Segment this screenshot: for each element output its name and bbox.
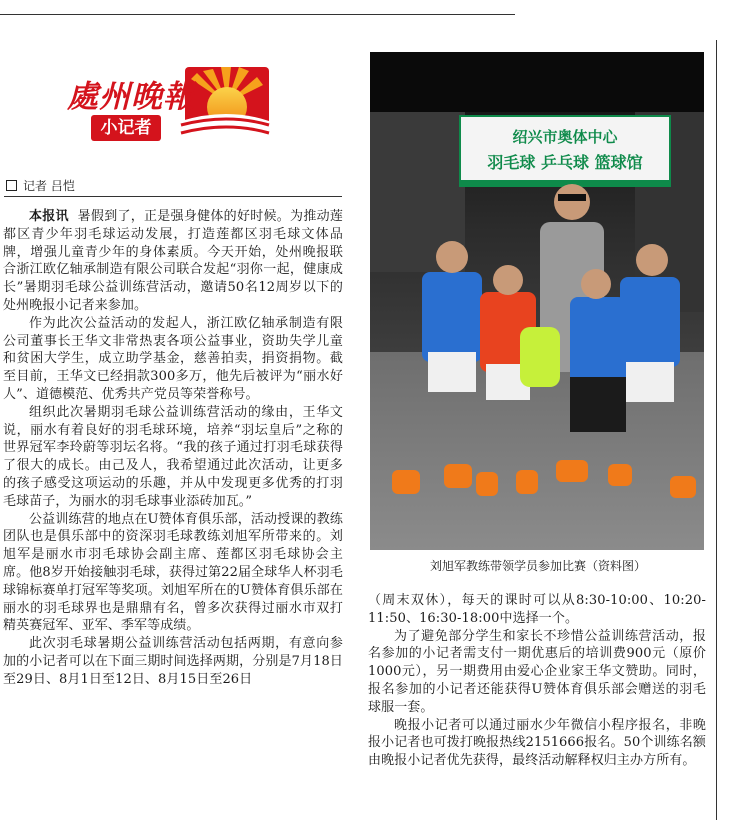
paragraph-5: 此次羽毛球暑期公益训练营活动包括两期，有意向参加的小记者可以在下面三期时间选择两期，分别是7月18日至29日、8月1日至12日、8月15日至26日	[3, 636, 343, 687]
byline	[4, 176, 342, 197]
sign-line-1: 绍兴市奥体中心	[512, 128, 618, 146]
logo-subtitle: 小记者	[91, 115, 161, 141]
column-rule	[716, 40, 717, 820]
photo-image-icon	[370, 52, 704, 550]
top-rule	[0, 14, 515, 15]
team-photo	[370, 52, 704, 550]
lead-tag: 本报讯	[29, 209, 69, 224]
article-right-column	[368, 592, 706, 770]
lead-paragraph	[3, 208, 343, 315]
paragraph-3: 组织此次暑期羽毛球公益训练营活动的缘由，王华文说，丽水有着良好的羽毛球环境，培养“羽坛皇后”之称的世界冠军李玲蔚等羽坛名将。“我的孩子通过打羽毛球获得了很大的成长。由己及人，我希望通过此次活动，让更多的孩子感受这项运动的乐趣，并从中发现更多优秀的打羽毛球苗子，为丽水的羽毛球事业添砖加瓦。”	[3, 404, 343, 509]
paragraph-5-continued: （周末双休），每天的课时可以从8:30-10:00、10:20-11:50、16:30-18:00中选择一个。	[368, 593, 706, 626]
byline-text: 记者 吕恺	[23, 179, 75, 193]
paragraph-2: 作为此次公益活动的发起人，浙江欧亿轴承制造有限公司董事长王华文非常热衷各项公益事业，资助失学儿童和贫困大学生，成立助学基金，慈善拍卖，捐资捐物。截至目前，王华文已经捐款300多万，他先后被评为“丽水好人”、道德模范、优秀共产党员等荣誉称号。	[3, 315, 343, 402]
newspaper-logo	[63, 63, 271, 147]
photo-caption: 刘旭军教练带领学员参加比赛（资料图）	[429, 559, 646, 573]
article-left-column	[3, 208, 343, 689]
logo-title: 處州晚報	[67, 79, 195, 115]
lead-text: 暑假到了，正是强身健体的好时候。为推动莲都区青少年羽毛球运动发展，打造莲都区羽毛球文体品牌，增强儿童青少年的身体素质。今天开始，处州晚报联合浙江欧亿轴承制造有限公司联合发起“羽你一起，健康成长”暑期羽毛球公益训练营活动，邀请50名12周岁以下的处州晚报小记者来参加。	[3, 209, 343, 313]
paragraph-6: 为了避免部分学生和家长不珍惜公益训练营活动，报名参加的小记者需支付一期优惠后的培训费900元（原价1000元），另一期费用由爱心企业家王华文赞助。同时，报名参加的小记者还能获得U赞体育俱乐部会赠送的羽毛球服一套。	[368, 628, 706, 715]
paragraph-7: 晚报小记者可以通过丽水少年微信小程序报名，非晚报小记者也可拨打晚报热线2151666报名。50个训练名额由晚报小记者优先获得，最终活动解释权归主办方所有。	[368, 717, 706, 769]
paragraph-4: 公益训练营的地点在U赞体育俱乐部，活动授课的教练团队也是俱乐部中的资深羽毛球教练刘旭军所带来的。刘旭军是丽水市羽毛球协会副主席、莲都区羽毛球协会主席。他8岁开始接触羽毛球，获得过第22届全球华人杯羽毛球锦标赛单打冠军等奖项。刘旭军所在的U赞体育俱乐部在丽水的羽毛球界也是鼎鼎有名，曾多次获得过丽水市双打精英赛冠军、亚军、季军等成绩。	[3, 511, 343, 634]
sign-line-2: 羽毛球 乒乓球 篮球馆	[487, 153, 643, 172]
square-bullet-icon	[6, 180, 17, 191]
